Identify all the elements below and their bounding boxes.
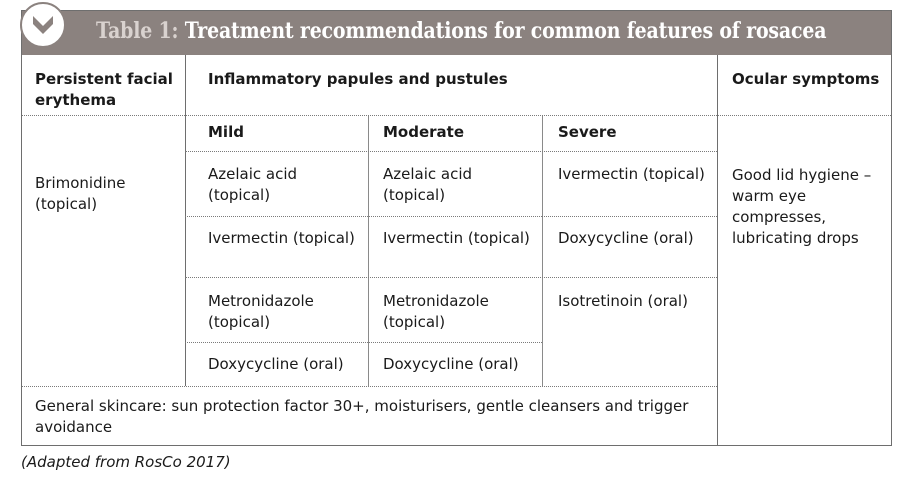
header-inflammatory: Inflammatory papules and pustules [208,70,508,88]
table-number: Table 1: [96,18,179,44]
row-rule-1 [185,216,542,217]
down-arrow-circle-icon [20,2,66,48]
table-title [96,18,826,44]
moderate-treatment-2: Ivermectin (topical) [383,229,530,247]
subheader-rule [185,151,717,152]
severe-treatment-2: Doxycycline (oral) [558,229,694,247]
severe-treatment-3: Isotretinoin (oral) [558,292,688,310]
general-rule [22,386,717,387]
severe-treatment-1: Ivermectin (topical) [558,165,705,183]
moderate-treatment-3: Metronidazole (topical) [383,292,489,331]
mild-treatment-3: Metronidazole (topical) [208,292,314,331]
table-caption: (Adapted from RosCo 2017) [21,453,231,471]
divider-mild-moderate [368,116,369,386]
mild-treatment-4: Doxycycline (oral) [208,355,344,373]
table-title-bar [22,11,891,55]
erythema-treatment: Brimonidine (topical) [35,174,126,213]
general-skincare: General skincare: sun protection factor 30+, moisturisers, gentle cleansers and trigger avoidance [35,397,689,436]
divider-erythema [185,55,186,386]
moderate-treatment-4: Doxycycline (oral) [383,355,519,373]
table-title-text: Treatment recommendations for common features of rosacea [184,18,827,44]
subheader-mild: Mild [208,123,244,141]
treatment-table [21,10,892,446]
subheader-moderate: Moderate [383,123,465,141]
moderate-treatment-1: Azelaic acid (topical) [383,165,473,204]
divider-ocular [717,55,718,446]
ocular-treatment: Good lid hygiene – warm eye compresses, lubricating drops [732,166,872,247]
header-erythema: Persistent facial erythema [35,70,173,109]
header-ocular: Ocular symptoms [732,70,880,88]
row-rule-2 [185,277,717,278]
subheader-severe: Severe [558,123,617,141]
header-rule [22,115,891,116]
severe-rule-1 [542,216,717,217]
mild-treatment-2: Ivermectin (topical) [208,229,355,247]
row-rule-3 [185,342,542,343]
mild-treatment-1: Azelaic acid (topical) [208,165,298,204]
divider-moderate-severe [542,116,543,386]
